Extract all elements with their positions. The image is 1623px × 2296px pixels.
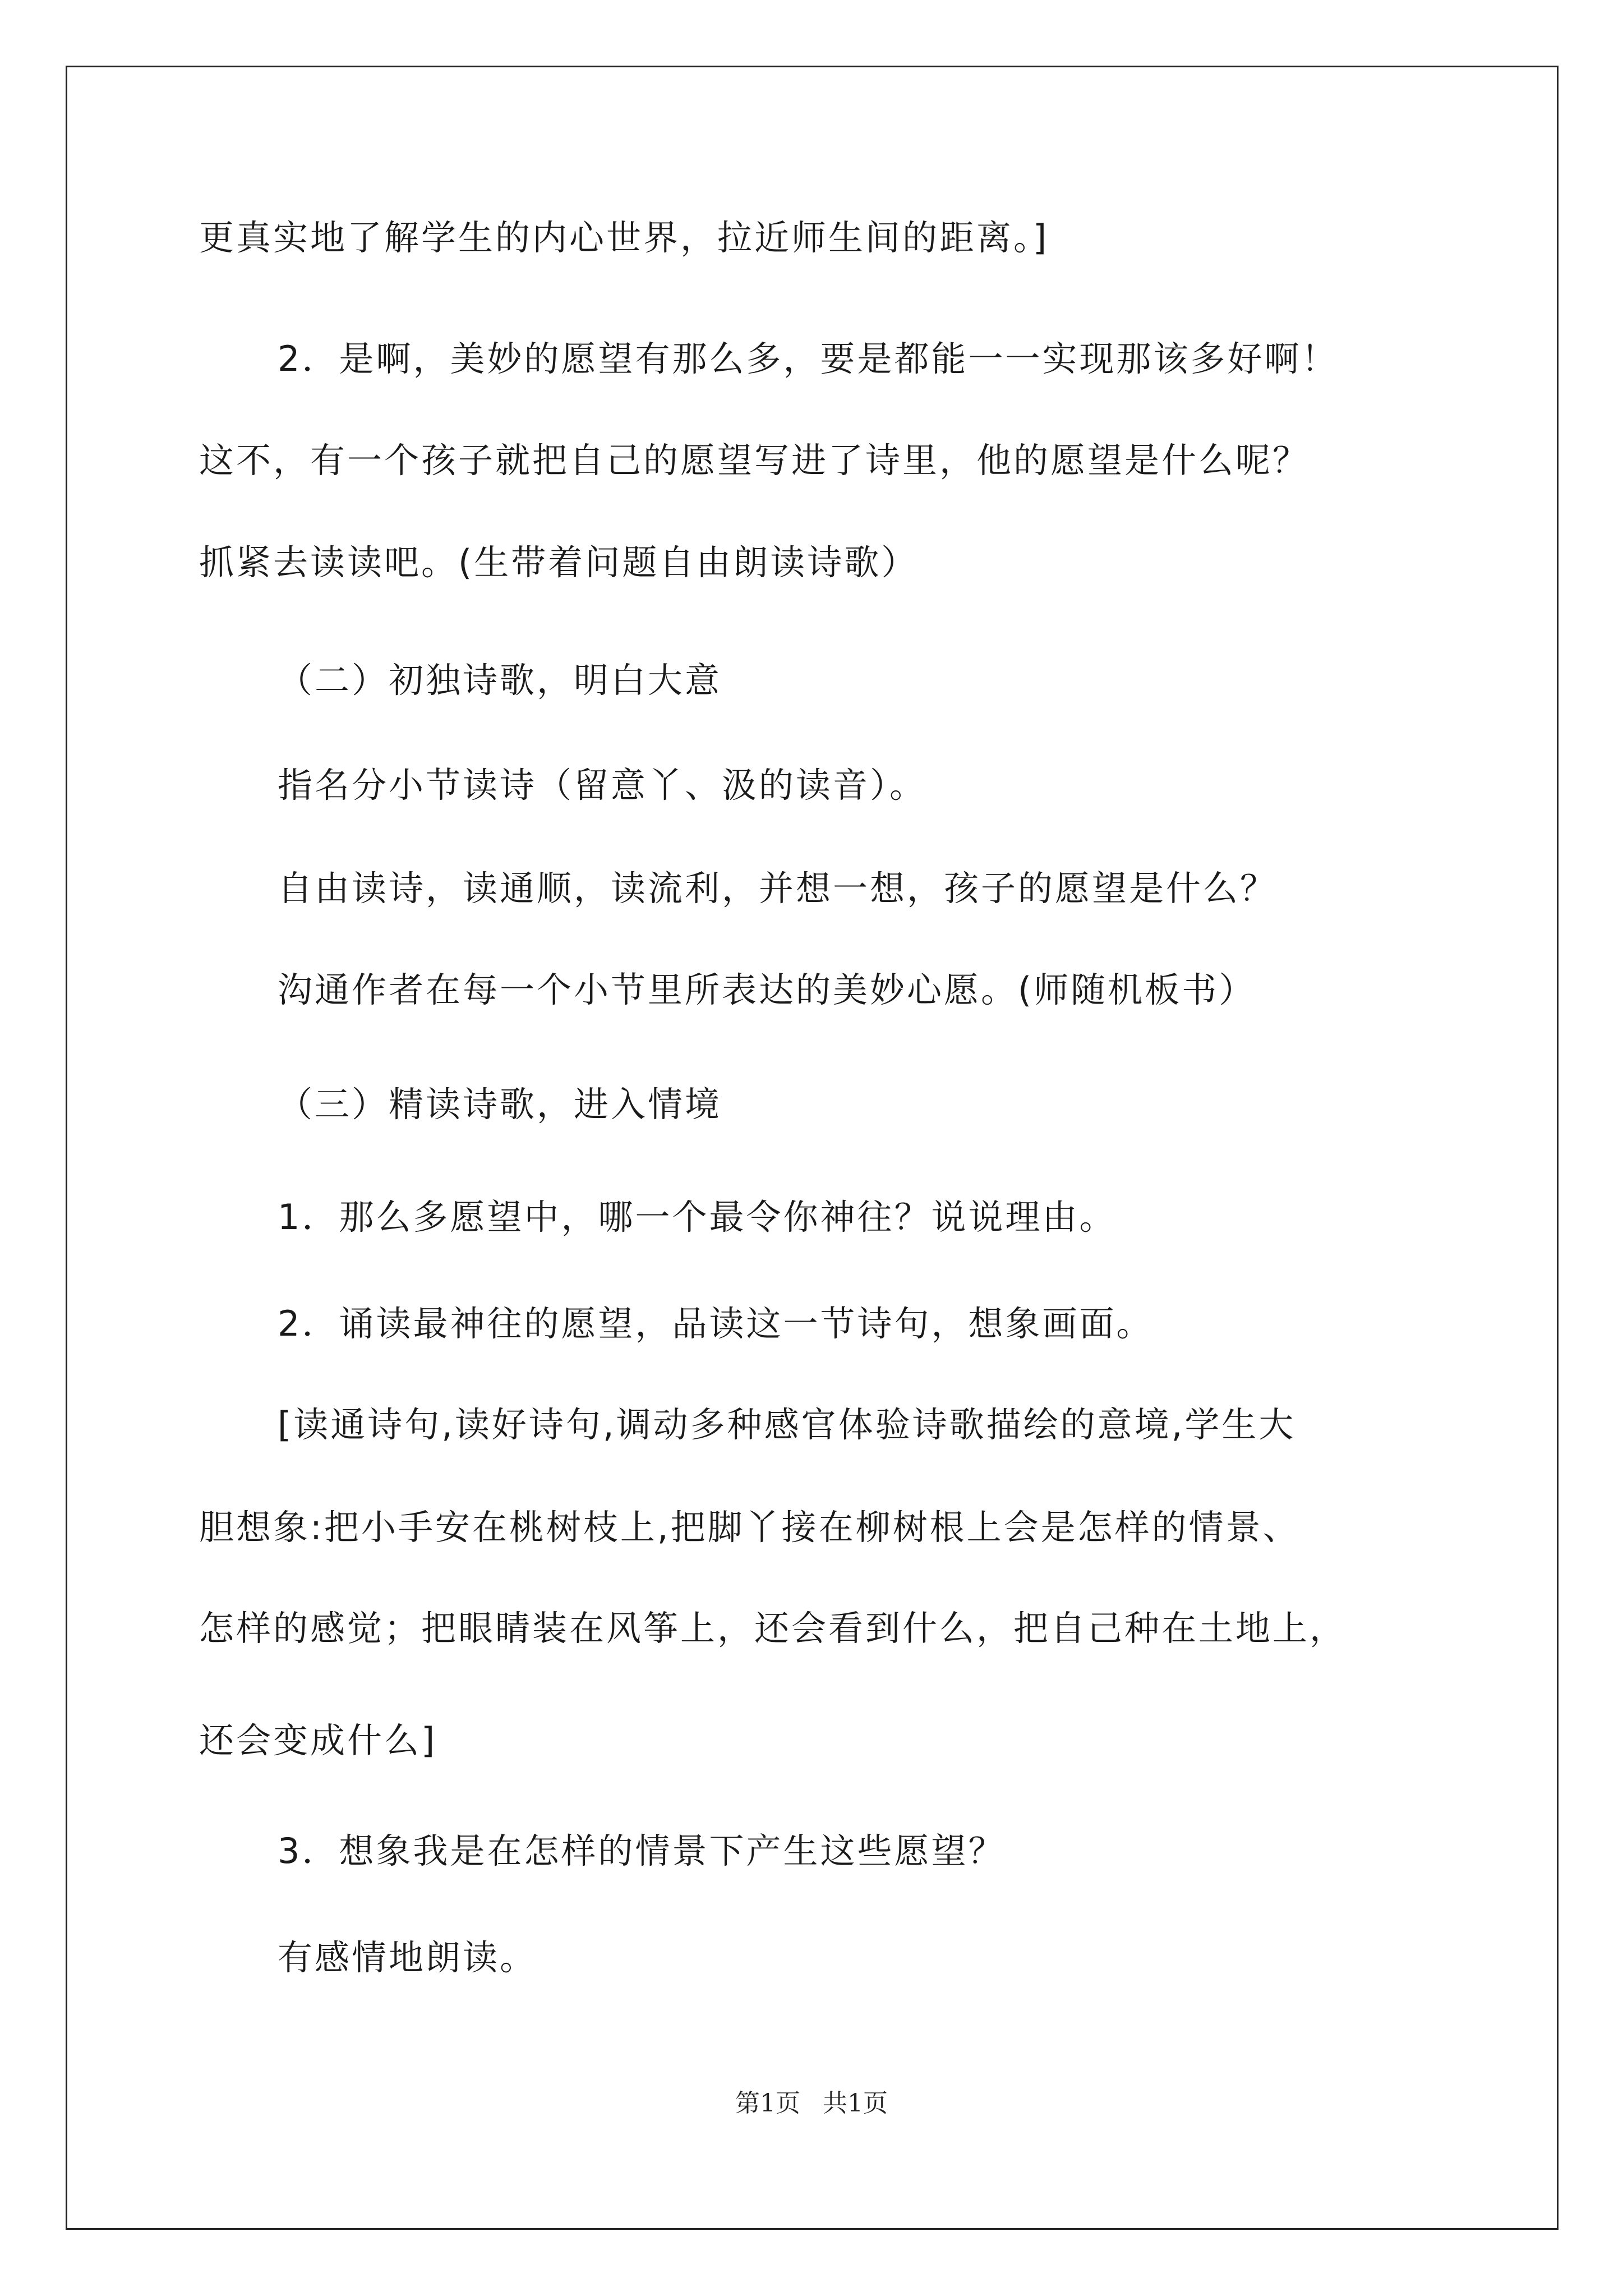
page-border: [66, 66, 1559, 2230]
section-heading: （三）精读诗歌，进入情境: [278, 1084, 722, 1125]
text-line: 3．想象我是在怎样的情景下产生这些愿望？: [278, 1830, 1006, 1871]
section-heading: （二）初独诗歌，明白大意: [278, 660, 722, 701]
page-total: 共1页: [823, 2089, 888, 2118]
text-line: 这不，有一个孩子就把自己的愿望写进了诗里，他的愿望是什么呢？: [199, 440, 1310, 481]
text-line: 2．诵读最神往的愿望，品读这一节诗句，想象画面。: [278, 1303, 1154, 1344]
text-line: 有感情地朗读。: [278, 1937, 537, 1978]
text-line: 1．那么多愿望中，哪一个最令你神往？说说理由。: [278, 1197, 1117, 1237]
text-line: 更真实地了解学生的内心世界，拉近师生间的距离。]: [199, 217, 1049, 258]
text-line: 自由读诗，读通顺，读流利，并想一想，孩子的愿望是什么？: [278, 868, 1278, 909]
text-line: 胆想象:把小手安在桃树枝上,把脚丫接在柳树根上会是怎样的情景、: [199, 1507, 1300, 1548]
text-line: 指名分小节读诗（留意丫、汲的读音）。: [278, 765, 927, 806]
text-line: 怎样的感觉；把眼睛装在风筝上，还会看到什么，把自己种在土地上，: [199, 1608, 1347, 1649]
text-line: 2．是啊，美妙的愿望有那么多，要是都能一一实现那该多好啊！: [278, 338, 1339, 379]
page-footer: [0, 2088, 1623, 2119]
text-line: [读通诗句,读好诗句,调动多种感官体验诗歌描绘的意境,学生大: [278, 1404, 1296, 1445]
text-line: 抓紧去读读吧。(生带着问题自由朗读诗歌）: [199, 542, 919, 583]
page-number: 第1页: [735, 2089, 800, 2118]
text-line: 还会变成什么]: [199, 1720, 437, 1761]
text-line: 沟通作者在每一个小节里所表达的美妙心愿。(师随机板书）: [278, 969, 1256, 1010]
